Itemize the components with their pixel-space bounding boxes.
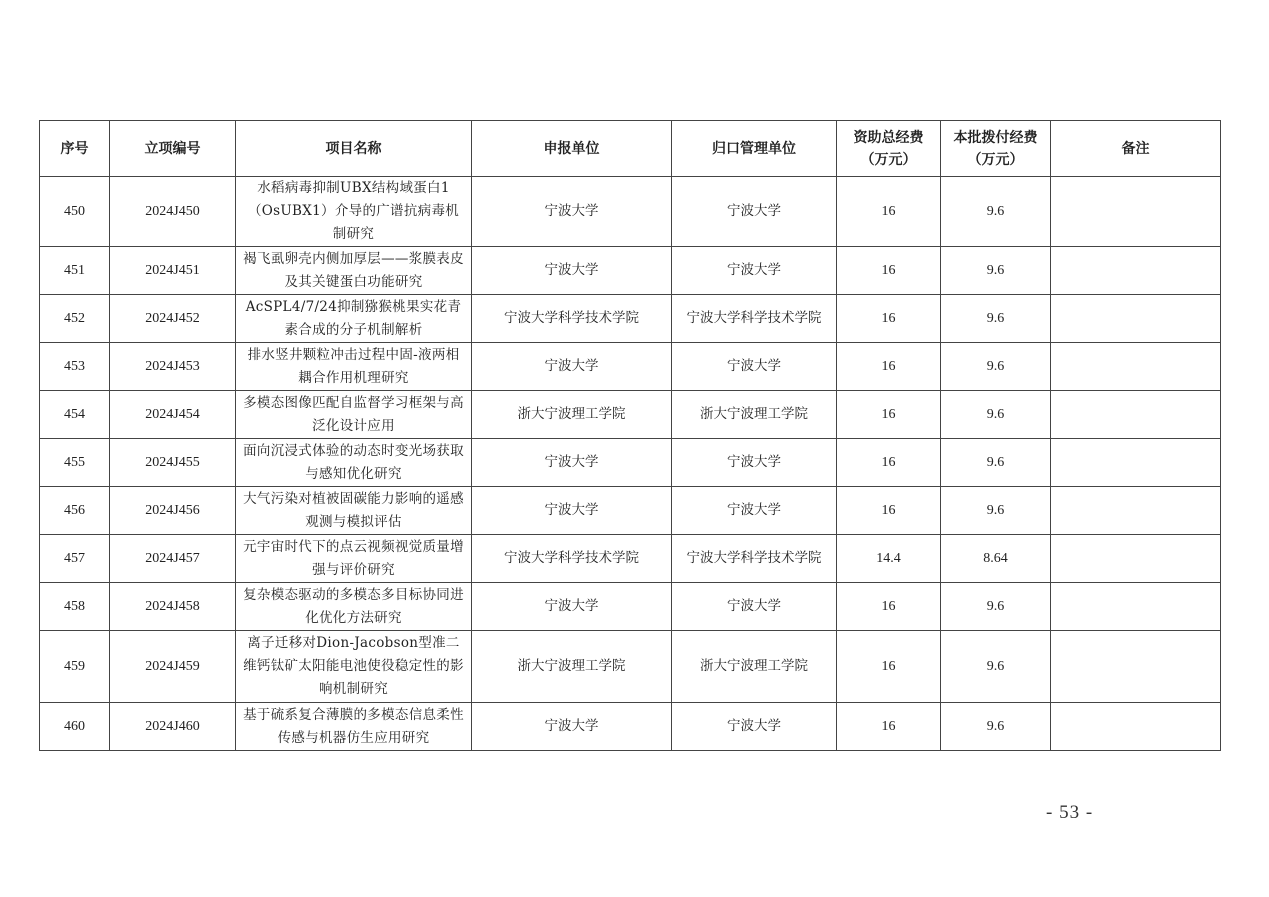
header-unit: 申报单位	[472, 121, 672, 177]
cell-seq: 452	[40, 295, 110, 343]
cell-unit: 宁波大学	[472, 247, 672, 295]
cell-unit: 宁波大学	[472, 487, 672, 535]
header-note: 备注	[1051, 121, 1221, 177]
cell-batch: 9.6	[941, 487, 1051, 535]
cell-name: 大气污染对植被固碳能力影响的遥感观测与模拟评估	[236, 487, 472, 535]
cell-name: 面向沉浸式体验的动态时变光场获取与感知优化研究	[236, 439, 472, 487]
cell-total: 16	[837, 703, 941, 751]
cell-mgmt: 浙大宁波理工学院	[672, 631, 837, 703]
cell-total: 16	[837, 343, 941, 391]
cell-mgmt: 宁波大学科学技术学院	[672, 295, 837, 343]
cell-note	[1051, 439, 1221, 487]
cell-unit: 宁波大学	[472, 583, 672, 631]
cell-note	[1051, 703, 1221, 751]
cell-mgmt: 宁波大学	[672, 703, 837, 751]
table-row	[40, 703, 1221, 751]
cell-mgmt: 宁波大学	[672, 487, 837, 535]
cell-unit: 浙大宁波理工学院	[472, 391, 672, 439]
header-seq: 序号	[40, 121, 110, 177]
cell-name: 离子迁移对Dion-Jacobson型准二维钙钛矿太阳能电池使役稳定性的影响机制研究	[236, 631, 472, 703]
cell-batch: 8.64	[941, 535, 1051, 583]
cell-code: 2024J459	[110, 631, 236, 703]
cell-seq: 453	[40, 343, 110, 391]
cell-batch: 9.6	[941, 177, 1051, 247]
cell-seq: 456	[40, 487, 110, 535]
table-row	[40, 535, 1221, 583]
cell-name: 元宇宙时代下的点云视频视觉质量增强与评价研究	[236, 535, 472, 583]
cell-code: 2024J454	[110, 391, 236, 439]
cell-seq: 455	[40, 439, 110, 487]
cell-total: 14.4	[837, 535, 941, 583]
cell-code: 2024J451	[110, 247, 236, 295]
cell-total: 16	[837, 439, 941, 487]
cell-name: 复杂模态驱动的多模态多目标协同进化优化方法研究	[236, 583, 472, 631]
cell-mgmt: 宁波大学	[672, 583, 837, 631]
cell-note	[1051, 343, 1221, 391]
cell-total: 16	[837, 583, 941, 631]
cell-code: 2024J453	[110, 343, 236, 391]
cell-name: 多模态图像匹配自监督学习框架与高泛化设计应用	[236, 391, 472, 439]
cell-note	[1051, 295, 1221, 343]
cell-total: 16	[837, 295, 941, 343]
funding-table	[39, 120, 1221, 751]
header-name: 项目名称	[236, 121, 472, 177]
cell-unit: 宁波大学科学技术学院	[472, 535, 672, 583]
table-row	[40, 391, 1221, 439]
cell-total: 16	[837, 247, 941, 295]
cell-mgmt: 宁波大学	[672, 439, 837, 487]
cell-seq: 457	[40, 535, 110, 583]
table-row	[40, 295, 1221, 343]
cell-unit: 宁波大学	[472, 343, 672, 391]
cell-name: 基于硫系复合薄膜的多模态信息柔性传感与机器仿生应用研究	[236, 703, 472, 751]
page-number: - 53 -	[1046, 802, 1094, 823]
cell-seq: 451	[40, 247, 110, 295]
cell-name: AcSPL4/7/24抑制猕猴桃果实花青素合成的分子机制解析	[236, 295, 472, 343]
table-row	[40, 487, 1221, 535]
cell-name: 排水竖井颗粒冲击过程中固-液两相耦合作用机理研究	[236, 343, 472, 391]
cell-batch: 9.6	[941, 295, 1051, 343]
header-row	[40, 121, 1221, 177]
cell-unit: 宁波大学科学技术学院	[472, 295, 672, 343]
header-mgmt: 归口管理单位	[672, 121, 837, 177]
cell-seq: 459	[40, 631, 110, 703]
cell-total: 16	[837, 631, 941, 703]
table-row	[40, 247, 1221, 295]
header-batch: 本批拨付经费（万元）	[941, 121, 1051, 177]
cell-code: 2024J456	[110, 487, 236, 535]
table-row	[40, 177, 1221, 247]
cell-code: 2024J450	[110, 177, 236, 247]
header-code: 立项编号	[110, 121, 236, 177]
cell-unit: 浙大宁波理工学院	[472, 631, 672, 703]
cell-seq: 458	[40, 583, 110, 631]
table-row	[40, 343, 1221, 391]
cell-note	[1051, 583, 1221, 631]
header-total: 资助总经费（万元）	[837, 121, 941, 177]
cell-name: 褐飞虱卵壳内侧加厚层——浆膜表皮及其关键蛋白功能研究	[236, 247, 472, 295]
cell-batch: 9.6	[941, 391, 1051, 439]
cell-mgmt: 宁波大学	[672, 343, 837, 391]
cell-note	[1051, 177, 1221, 247]
cell-unit: 宁波大学	[472, 177, 672, 247]
cell-note	[1051, 487, 1221, 535]
cell-batch: 9.6	[941, 343, 1051, 391]
cell-note	[1051, 391, 1221, 439]
cell-mgmt: 宁波大学科学技术学院	[672, 535, 837, 583]
cell-code: 2024J455	[110, 439, 236, 487]
cell-batch: 9.6	[941, 583, 1051, 631]
table-row	[40, 439, 1221, 487]
cell-total: 16	[837, 391, 941, 439]
cell-code: 2024J457	[110, 535, 236, 583]
cell-note	[1051, 247, 1221, 295]
cell-total: 16	[837, 487, 941, 535]
cell-seq: 460	[40, 703, 110, 751]
cell-name: 水稻病毒抑制UBX结构域蛋白1（OsUBX1）介导的广谱抗病毒机制研究	[236, 177, 472, 247]
cell-batch: 9.6	[941, 247, 1051, 295]
cell-mgmt: 宁波大学	[672, 247, 837, 295]
cell-unit: 宁波大学	[472, 439, 672, 487]
cell-mgmt: 浙大宁波理工学院	[672, 391, 837, 439]
table-row	[40, 583, 1221, 631]
cell-seq: 450	[40, 177, 110, 247]
cell-batch: 9.6	[941, 439, 1051, 487]
cell-total: 16	[837, 177, 941, 247]
cell-code: 2024J458	[110, 583, 236, 631]
cell-batch: 9.6	[941, 703, 1051, 751]
cell-note	[1051, 535, 1221, 583]
cell-mgmt: 宁波大学	[672, 177, 837, 247]
cell-note	[1051, 631, 1221, 703]
table-row	[40, 631, 1221, 703]
cell-batch: 9.6	[941, 631, 1051, 703]
cell-seq: 454	[40, 391, 110, 439]
cell-unit: 宁波大学	[472, 703, 672, 751]
cell-code: 2024J452	[110, 295, 236, 343]
cell-code: 2024J460	[110, 703, 236, 751]
